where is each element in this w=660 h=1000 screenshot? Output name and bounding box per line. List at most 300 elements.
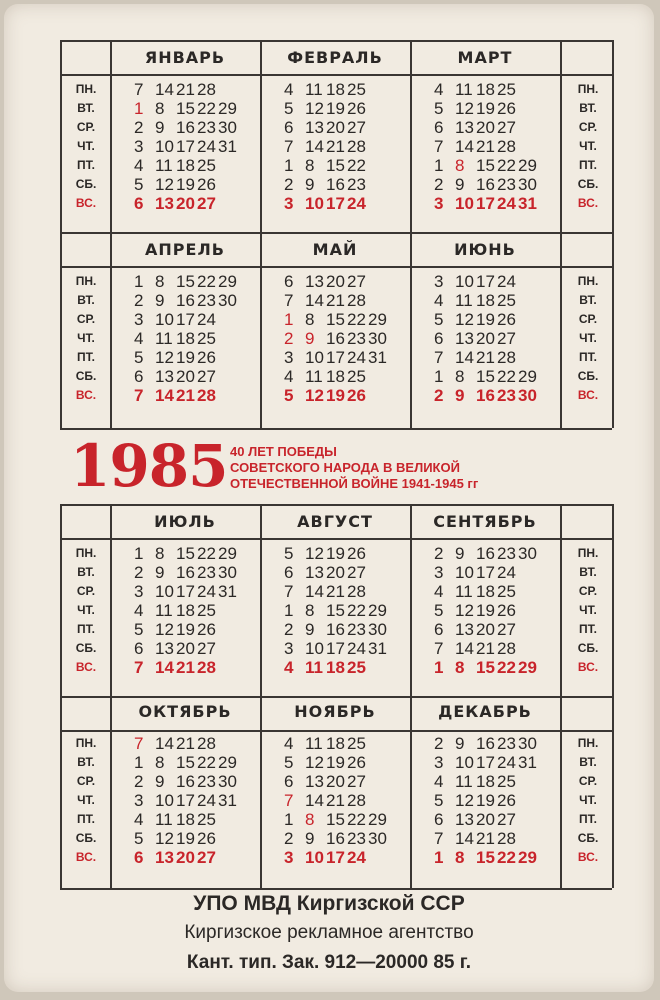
day-number: 28: [197, 734, 216, 753]
weekday-label: ПН.: [75, 274, 97, 288]
day-number: 14: [305, 791, 324, 810]
day-number: 30: [368, 620, 387, 639]
day-number: 8: [155, 99, 165, 118]
week-row: [284, 329, 389, 348]
day-number: 26: [197, 620, 216, 639]
day-number: 4: [284, 658, 294, 677]
day-number: 25: [197, 601, 216, 620]
day-number: 15: [176, 99, 195, 118]
weekday-label: СР.: [76, 774, 96, 788]
day-number: 3: [434, 272, 444, 291]
day-number: 12: [305, 99, 324, 118]
weekday-label: СР.: [578, 312, 598, 326]
grid-rule: [60, 730, 612, 732]
month-header: СЕНТЯБРЬ: [433, 511, 537, 531]
day-number: 2: [284, 175, 294, 194]
day-number: 25: [197, 810, 216, 829]
week-row: [434, 563, 518, 582]
day-number: 2: [284, 329, 294, 348]
week-row: [134, 367, 218, 386]
week-row: [284, 791, 368, 810]
day-number: 25: [197, 329, 216, 348]
weekday-label: ПТ.: [579, 622, 597, 636]
day-number: 6: [134, 848, 144, 867]
day-number: 4: [434, 80, 444, 99]
publisher-line: УПО МВД Киргизской ССР: [193, 892, 465, 915]
week-row: [134, 848, 218, 867]
weekday-label: ВТ.: [77, 755, 95, 769]
weekday-label: ЧТ.: [579, 603, 597, 617]
day-number: 26: [347, 386, 366, 405]
day-number: 30: [218, 563, 237, 582]
day-number: 7: [134, 658, 144, 677]
day-number: 26: [347, 753, 366, 772]
day-number: 30: [518, 175, 537, 194]
day-number: 9: [305, 329, 315, 348]
day-number: 1: [434, 367, 444, 386]
day-number: 21: [476, 829, 495, 848]
week-row: [434, 829, 518, 848]
week-row: [134, 753, 239, 772]
day-number: 11: [455, 582, 473, 601]
day-number: 27: [197, 848, 216, 867]
day-number: 1: [284, 156, 294, 175]
week-row: [284, 348, 389, 367]
day-number: 5: [134, 829, 144, 848]
day-number: 15: [176, 753, 195, 772]
week-row: [284, 829, 389, 848]
day-number: 13: [305, 272, 324, 291]
day-number: 29: [218, 544, 237, 563]
weekday-label: ВС.: [577, 388, 599, 402]
weekday-label: ЧТ.: [77, 603, 95, 617]
day-number: 24: [347, 639, 366, 658]
day-number: 23: [347, 175, 366, 194]
weekday-label: ВС.: [577, 850, 599, 864]
week-row: [134, 194, 218, 213]
day-number: 8: [455, 658, 465, 677]
week-row: [434, 194, 539, 213]
day-number: 24: [197, 137, 216, 156]
day-number: 19: [176, 175, 195, 194]
day-number: 14: [155, 386, 174, 405]
day-number: 22: [347, 601, 366, 620]
day-number: 22: [197, 99, 216, 118]
day-number: 1: [134, 753, 144, 772]
week-row: [434, 734, 539, 753]
day-number: 24: [347, 194, 366, 213]
day-number: 4: [284, 80, 294, 99]
week-row: [434, 791, 518, 810]
day-number: 14: [305, 137, 324, 156]
day-number: 7: [434, 137, 444, 156]
day-number: 7: [434, 348, 444, 367]
day-number: 6: [134, 367, 144, 386]
week-row: [434, 272, 518, 291]
day-number: 3: [434, 194, 444, 213]
day-number: 12: [155, 829, 174, 848]
weekday-label: СБ.: [75, 641, 97, 655]
day-number: 12: [155, 175, 174, 194]
day-number: 2: [134, 118, 144, 137]
day-number: 27: [347, 772, 366, 791]
day-number: 21: [326, 791, 345, 810]
day-number: 4: [284, 367, 294, 386]
day-number: 15: [326, 810, 345, 829]
day-number: 17: [176, 137, 195, 156]
day-number: 13: [455, 810, 474, 829]
day-number: 25: [347, 80, 366, 99]
month-header: ЯНВАРЬ: [144, 47, 226, 67]
day-number: 26: [347, 544, 366, 563]
week-row: [434, 544, 539, 563]
day-number: 30: [218, 118, 237, 137]
week-row: [284, 291, 368, 310]
day-number: 19: [176, 829, 195, 848]
day-number: 19: [476, 310, 495, 329]
day-number: 28: [497, 639, 516, 658]
day-number: 27: [197, 367, 216, 386]
week-row: [434, 156, 539, 175]
day-number: 6: [134, 194, 144, 213]
day-number: 11: [155, 329, 173, 348]
week-row: [284, 544, 368, 563]
day-number: 1: [434, 848, 444, 867]
day-number: 19: [476, 99, 495, 118]
grid-rule: [560, 504, 562, 888]
week-row: [284, 753, 368, 772]
day-number: 18: [476, 80, 495, 99]
day-number: 28: [347, 137, 366, 156]
day-number: 7: [284, 582, 294, 601]
day-number: 3: [284, 348, 294, 367]
week-row: [284, 137, 368, 156]
day-number: 3: [434, 563, 444, 582]
week-row: [284, 848, 368, 867]
day-number: 18: [476, 772, 495, 791]
week-row: [434, 639, 518, 658]
week-row: [134, 99, 239, 118]
weekday-label: ПТ.: [579, 812, 597, 826]
day-number: 3: [134, 791, 144, 810]
grid-rule: [60, 40, 62, 428]
day-number: 27: [197, 639, 216, 658]
day-number: 19: [326, 544, 345, 563]
day-number: 17: [326, 848, 345, 867]
day-number: 7: [284, 291, 294, 310]
day-number: 11: [305, 734, 323, 753]
day-number: 18: [326, 80, 345, 99]
week-row: [134, 118, 239, 137]
day-number: 21: [326, 582, 345, 601]
day-number: 27: [497, 118, 516, 137]
week-row: [134, 329, 218, 348]
day-number: 13: [305, 563, 324, 582]
weekday-label: СБ.: [577, 369, 599, 383]
day-number: 12: [155, 620, 174, 639]
month-header: ИЮЛЬ: [154, 511, 216, 531]
day-number: 21: [176, 80, 195, 99]
day-number: 14: [305, 291, 324, 310]
day-number: 5: [134, 175, 144, 194]
week-row: [134, 601, 218, 620]
day-number: 17: [476, 563, 495, 582]
day-number: 17: [326, 194, 345, 213]
month-header: ДЕКАБРЬ: [438, 701, 532, 721]
week-row: [134, 658, 218, 677]
day-number: 11: [155, 810, 173, 829]
day-number: 6: [434, 118, 444, 137]
day-number: 28: [197, 80, 216, 99]
day-number: 6: [434, 810, 444, 829]
day-number: 24: [497, 753, 516, 772]
slogan-line-2: СОВЕТСКОГО НАРОДА В ВЕЛИКОЙ: [230, 460, 460, 475]
week-row: [134, 544, 239, 563]
day-number: 26: [497, 310, 516, 329]
day-number: 16: [476, 386, 495, 405]
weekday-label: ПТ.: [579, 350, 597, 364]
weekday-label: СР.: [76, 120, 96, 134]
day-number: 8: [305, 156, 315, 175]
day-number: 25: [197, 156, 216, 175]
day-number: 31: [368, 348, 387, 367]
day-number: 23: [497, 175, 516, 194]
day-number: 16: [176, 772, 195, 791]
weekday-label: СБ.: [577, 177, 599, 191]
weekday-label: ПТ.: [77, 350, 95, 364]
week-row: [284, 601, 389, 620]
day-number: 4: [434, 772, 444, 791]
day-number: 12: [455, 601, 474, 620]
day-number: 20: [326, 563, 345, 582]
day-number: 14: [455, 348, 474, 367]
week-row: [284, 99, 368, 118]
weekday-label: ЧТ.: [77, 139, 95, 153]
day-number: 3: [284, 848, 294, 867]
day-number: 2: [434, 175, 444, 194]
weekday-label: ВТ.: [579, 565, 597, 579]
day-number: 25: [497, 582, 516, 601]
day-number: 16: [176, 291, 195, 310]
day-number: 4: [134, 329, 144, 348]
weekday-label: ПН.: [577, 274, 599, 288]
week-row: [284, 582, 368, 601]
day-number: 3: [284, 639, 294, 658]
day-number: 5: [284, 386, 294, 405]
weekday-label: ВТ.: [77, 565, 95, 579]
week-row: [434, 620, 518, 639]
month-header: АВГУСТ: [297, 511, 373, 531]
day-number: 20: [176, 194, 195, 213]
day-number: 2: [434, 734, 444, 753]
day-number: 26: [197, 348, 216, 367]
day-number: 22: [497, 367, 516, 386]
day-number: 9: [155, 291, 165, 310]
day-number: 16: [326, 620, 345, 639]
day-number: 1: [284, 810, 294, 829]
day-number: 21: [476, 137, 495, 156]
week-row: [134, 348, 218, 367]
day-number: 2: [284, 620, 294, 639]
day-number: 17: [476, 194, 495, 213]
day-number: 8: [305, 601, 315, 620]
day-number: 6: [134, 639, 144, 658]
day-number: 28: [347, 791, 366, 810]
grid-rule: [60, 538, 612, 540]
day-number: 25: [347, 734, 366, 753]
day-number: 16: [476, 544, 495, 563]
day-number: 7: [134, 734, 144, 753]
day-number: 9: [455, 386, 465, 405]
day-number: 18: [326, 734, 345, 753]
week-row: [434, 118, 518, 137]
month-header: АПРЕЛЬ: [145, 239, 225, 259]
day-number: 12: [305, 753, 324, 772]
day-number: 22: [347, 156, 366, 175]
week-row: [284, 272, 368, 291]
day-number: 24: [497, 194, 516, 213]
day-number: 17: [176, 310, 195, 329]
day-number: 7: [434, 829, 444, 848]
day-number: 19: [476, 601, 495, 620]
month-header: ОКТЯБРЬ: [138, 701, 232, 721]
day-number: 20: [476, 329, 495, 348]
day-number: 29: [518, 848, 537, 867]
day-number: 13: [155, 848, 174, 867]
day-number: 16: [176, 118, 195, 137]
day-number: 26: [197, 829, 216, 848]
week-row: [434, 175, 539, 194]
day-number: 26: [497, 99, 516, 118]
day-number: 11: [305, 80, 323, 99]
day-number: 10: [455, 194, 474, 213]
month-header: НОЯБРЬ: [294, 701, 376, 721]
week-row: [284, 156, 368, 175]
week-row: [284, 810, 389, 829]
day-number: 30: [518, 544, 537, 563]
day-number: 9: [155, 563, 165, 582]
week-row: [284, 639, 389, 658]
day-number: 15: [326, 310, 345, 329]
week-row: [134, 791, 239, 810]
week-row: [134, 563, 239, 582]
day-number: 31: [218, 582, 237, 601]
day-number: 20: [476, 118, 495, 137]
day-number: 15: [176, 272, 195, 291]
day-number: 26: [497, 791, 516, 810]
week-row: [434, 80, 518, 99]
day-number: 17: [326, 348, 345, 367]
weekday-label: ВТ.: [579, 293, 597, 307]
day-number: 10: [155, 582, 174, 601]
day-number: 16: [176, 563, 195, 582]
day-number: 1: [284, 310, 294, 329]
day-number: 19: [176, 348, 195, 367]
day-number: 19: [326, 99, 345, 118]
day-number: 8: [305, 310, 315, 329]
day-number: 18: [326, 367, 345, 386]
weekday-label: СБ.: [75, 831, 97, 845]
day-number: 21: [176, 386, 195, 405]
week-row: [284, 175, 368, 194]
day-number: 15: [476, 156, 495, 175]
day-number: 10: [155, 137, 174, 156]
day-number: 28: [497, 137, 516, 156]
day-number: 30: [518, 386, 537, 405]
day-number: 1: [434, 658, 444, 677]
week-row: [134, 829, 218, 848]
day-number: 18: [476, 291, 495, 310]
day-number: 9: [455, 734, 465, 753]
day-number: 13: [155, 367, 174, 386]
weekday-label: ПТ.: [77, 812, 95, 826]
week-row: [434, 753, 539, 772]
day-number: 29: [518, 367, 537, 386]
day-number: 22: [497, 658, 516, 677]
day-number: 17: [476, 272, 495, 291]
month-header: МАРТ: [457, 47, 513, 67]
week-row: [434, 772, 518, 791]
day-number: 24: [197, 791, 216, 810]
slogan-line-3: ОТЕЧЕСТВЕННОЙ ВОЙНЕ 1941-1945 гг: [230, 476, 479, 491]
day-number: 6: [434, 329, 444, 348]
day-number: 5: [434, 99, 444, 118]
weekday-label: ВС.: [75, 196, 97, 210]
day-number: 22: [347, 810, 366, 829]
day-number: 23: [497, 386, 516, 405]
day-number: 10: [155, 310, 174, 329]
day-number: 16: [326, 329, 345, 348]
weekday-label: СБ.: [75, 177, 97, 191]
day-number: 20: [326, 118, 345, 137]
day-number: 3: [134, 582, 144, 601]
week-row: [434, 310, 518, 329]
day-number: 1: [134, 272, 144, 291]
week-row: [434, 582, 518, 601]
day-number: 10: [305, 639, 324, 658]
agency-line: Киргизское рекламное агентство: [184, 922, 474, 943]
day-number: 12: [155, 348, 174, 367]
day-number: 5: [434, 601, 444, 620]
week-row: [434, 348, 518, 367]
week-row: [434, 99, 518, 118]
day-number: 2: [134, 291, 144, 310]
day-number: 13: [455, 329, 474, 348]
week-row: [434, 329, 518, 348]
weekday-label: ПТ.: [77, 622, 95, 636]
day-number: 13: [155, 194, 174, 213]
day-number: 9: [305, 175, 315, 194]
week-row: [284, 658, 368, 677]
day-number: 19: [326, 386, 345, 405]
weekday-label: ЧТ.: [77, 793, 95, 807]
week-row: [134, 272, 239, 291]
day-number: 7: [284, 791, 294, 810]
day-number: 23: [197, 291, 216, 310]
day-number: 17: [176, 791, 195, 810]
day-number: 21: [476, 639, 495, 658]
day-number: 1: [434, 156, 444, 175]
day-number: 27: [347, 563, 366, 582]
day-number: 25: [347, 367, 366, 386]
day-number: 23: [197, 563, 216, 582]
day-number: 11: [155, 601, 173, 620]
day-number: 13: [305, 772, 324, 791]
day-number: 29: [218, 272, 237, 291]
month-header: ИЮНЬ: [454, 239, 516, 259]
day-number: 9: [155, 118, 165, 137]
print-info-line: Кант. тип. Зак. 912—20000 85 г.: [186, 952, 472, 973]
